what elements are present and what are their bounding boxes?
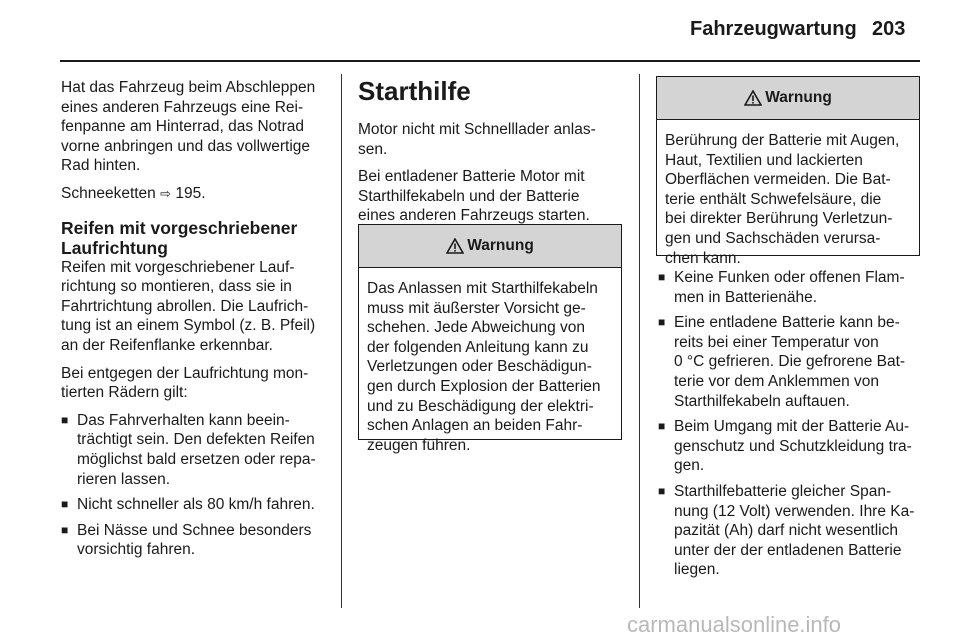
section-heading-jump-start: Starthilfe — [358, 76, 471, 106]
list-item: ■ Keine Funken oder offenen Flam- men in Batterienähe. — [658, 268, 922, 307]
wrong-direction-paragraph: Bei entgegen der Laufrichtung mon- tierten Rädern gilt: — [61, 364, 309, 402]
header-divider — [60, 60, 920, 62]
warning-box-battery-acid — [656, 76, 920, 267]
column-1 — [61, 78, 333, 566]
snow-chains-page-link[interactable]: 195. — [175, 184, 206, 202]
page-number: 203 — [872, 18, 906, 40]
warning-header — [359, 225, 621, 268]
list-item: ■ Das Fahrverhalten kann beein- trächtigt sein. Den defekten Reifen möglichst bald ersetzen oder repa- rieren lassen. — [61, 411, 333, 489]
list-item: ■ Nicht schneller als 80 km/h fahren. — [61, 495, 333, 515]
battery-bullets — [658, 268, 922, 580]
jump-start-paragraph-2: Bei entladener Batterie Motor mit Starthilfekabeln und der Batterie eines anderen Fahrzeugs starten. — [358, 168, 590, 225]
warning-text: Berührung der Batterie mit Augen, Haut, Textilien und lackierten Oberflächen vermeiden. Die Bat- terie enthält Schwefelsäure, die bei direkter Berührung Verletzun- gen und Sachschäden verursa- chen kann. — [665, 132, 900, 267]
list-item: ■ Beim Umgang mit der Batterie Au- genschutz und Schutzkleidung tra- gen. — [658, 417, 922, 476]
warning-title: Warnung — [467, 237, 534, 254]
column-2 — [358, 76, 628, 234]
warning-header — [657, 77, 919, 120]
watermark: carmanualsonline.info — [627, 612, 842, 637]
tire-direction-bullets — [61, 411, 333, 560]
list-item: ■ Bei Nässe und Schnee besonders vorsichtig fahren. — [61, 521, 333, 560]
list-item: ■ Starthilfebatterie gleicher Span- nung (12 Volt) verwenden. Ihre Ka- pazität (Ah) darf nicht wesentlich unter der der entladenen Batterie liegen. — [658, 482, 922, 580]
tire-direction-paragraph: Reifen mit vorgeschriebener Lauf- richtung so montieren, dass sie in Fahrtrichtung abrollen. Die Laufrich- tung ist an einem Symbol (z. B. Pfeil) an der Reifenflanke erkennbar. — [61, 258, 316, 354]
warning-text: Das Anlassen mit Starthilfekabeln muss mit äußerster Vorsicht ge- schehen. Jede Abweichung von der folgenden Anleitung kann zu Verletzungen oder Beschädigun- gen durch Explosion der Batterien und zu Beschädigung der elektri- schen Anlagen an beiden Fahr- zeugen führen. — [367, 280, 601, 454]
list-item: ■ Eine entladene Batterie kann be- reits bei einer Temperatur von 0 °C gefrieren. Die gefrorene Bat- terie vor dem Anklemmen von Starthilfekabeln auftauen. — [658, 313, 922, 411]
warning-box-jump-start — [358, 224, 622, 454]
jump-start-paragraph-1: Motor nicht mit Schnelllader anlas- sen. — [358, 121, 596, 158]
page-header-title: Fahrzeugwartung — [690, 18, 857, 40]
towing-paragraph: Hat das Fahrzeug beim Abschleppen eines anderen Fahrzeugs eine Rei- fenpanne am Hinterrad, das Notrad vorne anbringen und das vollwertige Rad hinten. — [61, 79, 316, 175]
warning-title: Warnung — [765, 89, 832, 106]
column-divider-1 — [341, 74, 342, 608]
warning-triangle-icon — [446, 238, 464, 254]
page-reference-arrow-icon: ⇨ — [160, 185, 172, 201]
warning-triangle-icon — [744, 90, 762, 106]
snow-chains-reference: Schneeketten ⇨ 195. — [61, 184, 206, 202]
column-3 — [658, 268, 922, 586]
column-divider-2 — [639, 74, 640, 608]
section-heading-tire-direction: Reifen mit vorgeschriebener Laufrichtung — [61, 217, 298, 258]
